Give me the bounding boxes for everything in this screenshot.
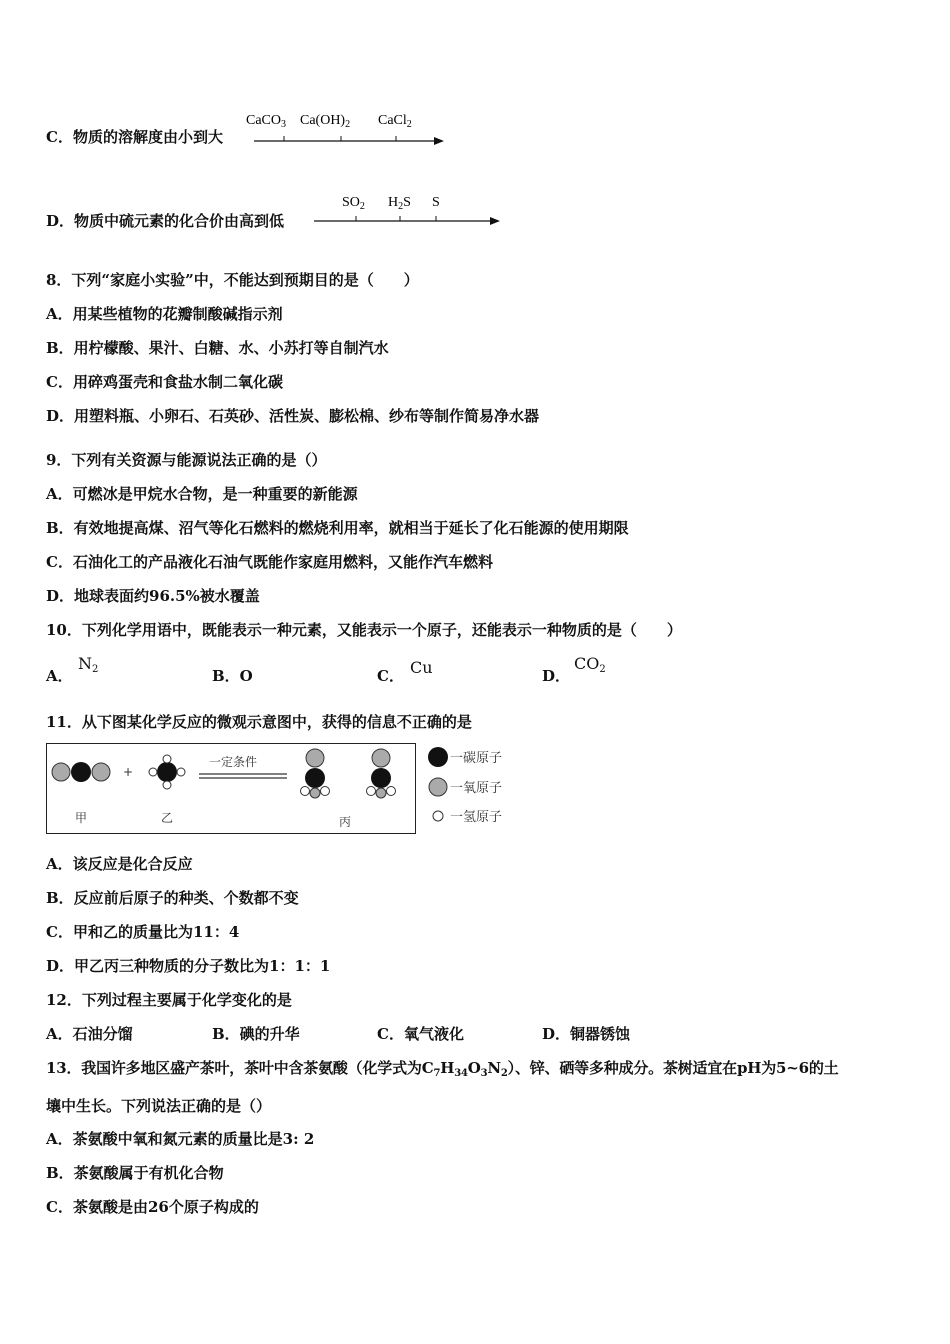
axis-label-cacl2: CaCl$_2$ [378,113,412,130]
legend-carbon: 一碳原子 [450,751,503,766]
oxygen-atom-icon [310,788,320,798]
q13-option-c: C．茶氨酸是由26个原子构成的 [46,1198,259,1216]
carbon-atom-icon [428,747,448,767]
hydrogen-atom-icon [367,787,376,796]
q9-option-b: B．有效地提高煤、沼气等化石燃料的燃烧利用率，就相当于延长了化石能源的使用期限 [46,519,629,537]
q9-option-a: A．可燃冰是甲烷水合物，是一种重要的新能源 [46,485,358,503]
q13-option-b: B．茶氨酸属于有机化合物 [46,1164,224,1182]
hydrogen-atom-icon [163,781,171,789]
axis-label-so2: $SO_2$ [342,195,365,212]
q13-option-a: A．茶氨酸中氧和氮元素的质量比是3: 2 [46,1130,315,1148]
q8-option-a: A．用某些植物的花瓣制酸碱指示剂 [46,305,283,323]
q11-option-b: B．反应前后原子的种类、个数都不变 [46,889,299,907]
axis-label-s: S [432,195,440,210]
q11-option-a: A．该反应是化合反应 [46,855,193,873]
atom-legend [424,745,524,829]
q12-option-d: D．铜器锈蚀 [542,1025,631,1043]
hydrogen-atom-icon [301,787,310,796]
q9-option-d: D．地球表面约96.5%被水覆盖 [46,587,260,605]
oxygen-atom-icon [429,778,447,796]
legend-oxygen: 一氧原子 [450,781,503,796]
q7-option-c: C．物质的溶解度由小到大 [46,128,223,146]
label-yi: 乙 [161,811,174,825]
carbon-atom-icon [71,762,91,782]
q12-option-c: C．氧气液化 [377,1025,464,1043]
q9-stem: 9．下列有关资源与能源说法正确的是（） [46,451,327,469]
plus-sign: + [123,765,134,779]
q11-stem: 11．从下图某化学反应的微观示意图中，获得的信息不正确的是 [46,713,472,731]
q13-stem-line1: 13．我国许多地区盛产茶叶，茶叶中含茶氨酸（化学式为$C_7H_{34}O_3N_2$）、锌、硒等多种成分。茶树适宜在pH为5~6的土 [46,1059,839,1079]
legend-hydrogen: 一氢原子 [450,810,503,825]
label-bing: 丙 [339,815,352,829]
q10-option-d-label: D． [542,667,571,685]
q10-option-a-label: A． [46,667,73,685]
axis-label-h2s: $H_2S$ [388,195,411,212]
q10-formula-cu: Cu [410,658,433,677]
oxygen-atom-icon [376,788,386,798]
solubility-axis [244,108,454,148]
oxygen-atom-icon [92,763,110,781]
hydrogen-atom-icon [177,768,185,776]
q10-option-c-label: C． [377,667,404,685]
q8-option-c: C．用碎鸡蛋壳和食盐水制二氧化碳 [46,373,283,391]
reaction-molecules [47,744,415,833]
carbon-atom-icon [371,768,391,788]
q8-option-d: D．用塑料瓶、小卵石、石英砂、活性炭、膨松棉、纱布等制作简易净水器 [46,407,540,425]
reaction-diagram [46,743,416,834]
q10-formula-n2: $N_2$ [78,654,99,675]
arrow-head-icon [490,217,500,225]
sulfur-valence-axis [310,190,510,230]
q12-stem: 12．下列过程主要属于化学变化的是 [46,991,292,1009]
hydrogen-atom-icon [321,787,330,796]
q10-formula-co2: $CO_2$ [574,654,606,675]
carbon-atom-icon [157,762,177,782]
q10-stem: 10．下列化学用语中，既能表示一种元素，又能表示一个原子，还能表示一种物质的是（ ） [46,621,682,639]
hydrogen-atom-icon [387,787,396,796]
hydrogen-atom-icon [163,755,171,763]
q8-stem: 8．下列“家庭小实验”中，不能达到预期目的是（ ） [46,271,419,289]
hydrogen-atom-icon [149,768,157,776]
q12-option-a: A．石油分馏 [46,1025,133,1043]
hydrogen-atom-icon [433,811,443,821]
arrow-head-icon [434,137,444,145]
theanine-formula: $C_7H_{34}O_3N_2$ [421,1059,508,1079]
axis-label-caoh2: $Ca(OH)_2$ [300,113,351,130]
oxygen-atom-icon [372,749,390,767]
oxygen-atom-icon [52,763,70,781]
q11-option-c: C．甲和乙的质量比为11：4 [46,923,240,941]
q10-option-b: B．O [212,667,253,685]
q11-option-d: D．甲乙丙三种物质的分子数比为1：1：1 [46,957,331,975]
q13-stem-line2: 壤中生长。下列说法正确的是（） [46,1097,272,1115]
axis-label-caco3: CaCO$_3$ [246,113,286,130]
q8-option-b: B．用柠檬酸、果汁、白糖、水、小苏打等自制汽水 [46,339,389,357]
label-jia: 甲 [75,811,88,825]
q12-option-b: B．碘的升华 [212,1025,300,1043]
q9-option-c: C．石油化工的产品液化石油气既能作家庭用燃料，又能作汽车燃料 [46,553,493,571]
reaction-condition: 一定条件 [209,755,258,769]
q7-option-d: D．物质中硫元素的化合价由高到低 [46,212,285,230]
oxygen-atom-icon [306,749,324,767]
carbon-atom-icon [305,768,325,788]
